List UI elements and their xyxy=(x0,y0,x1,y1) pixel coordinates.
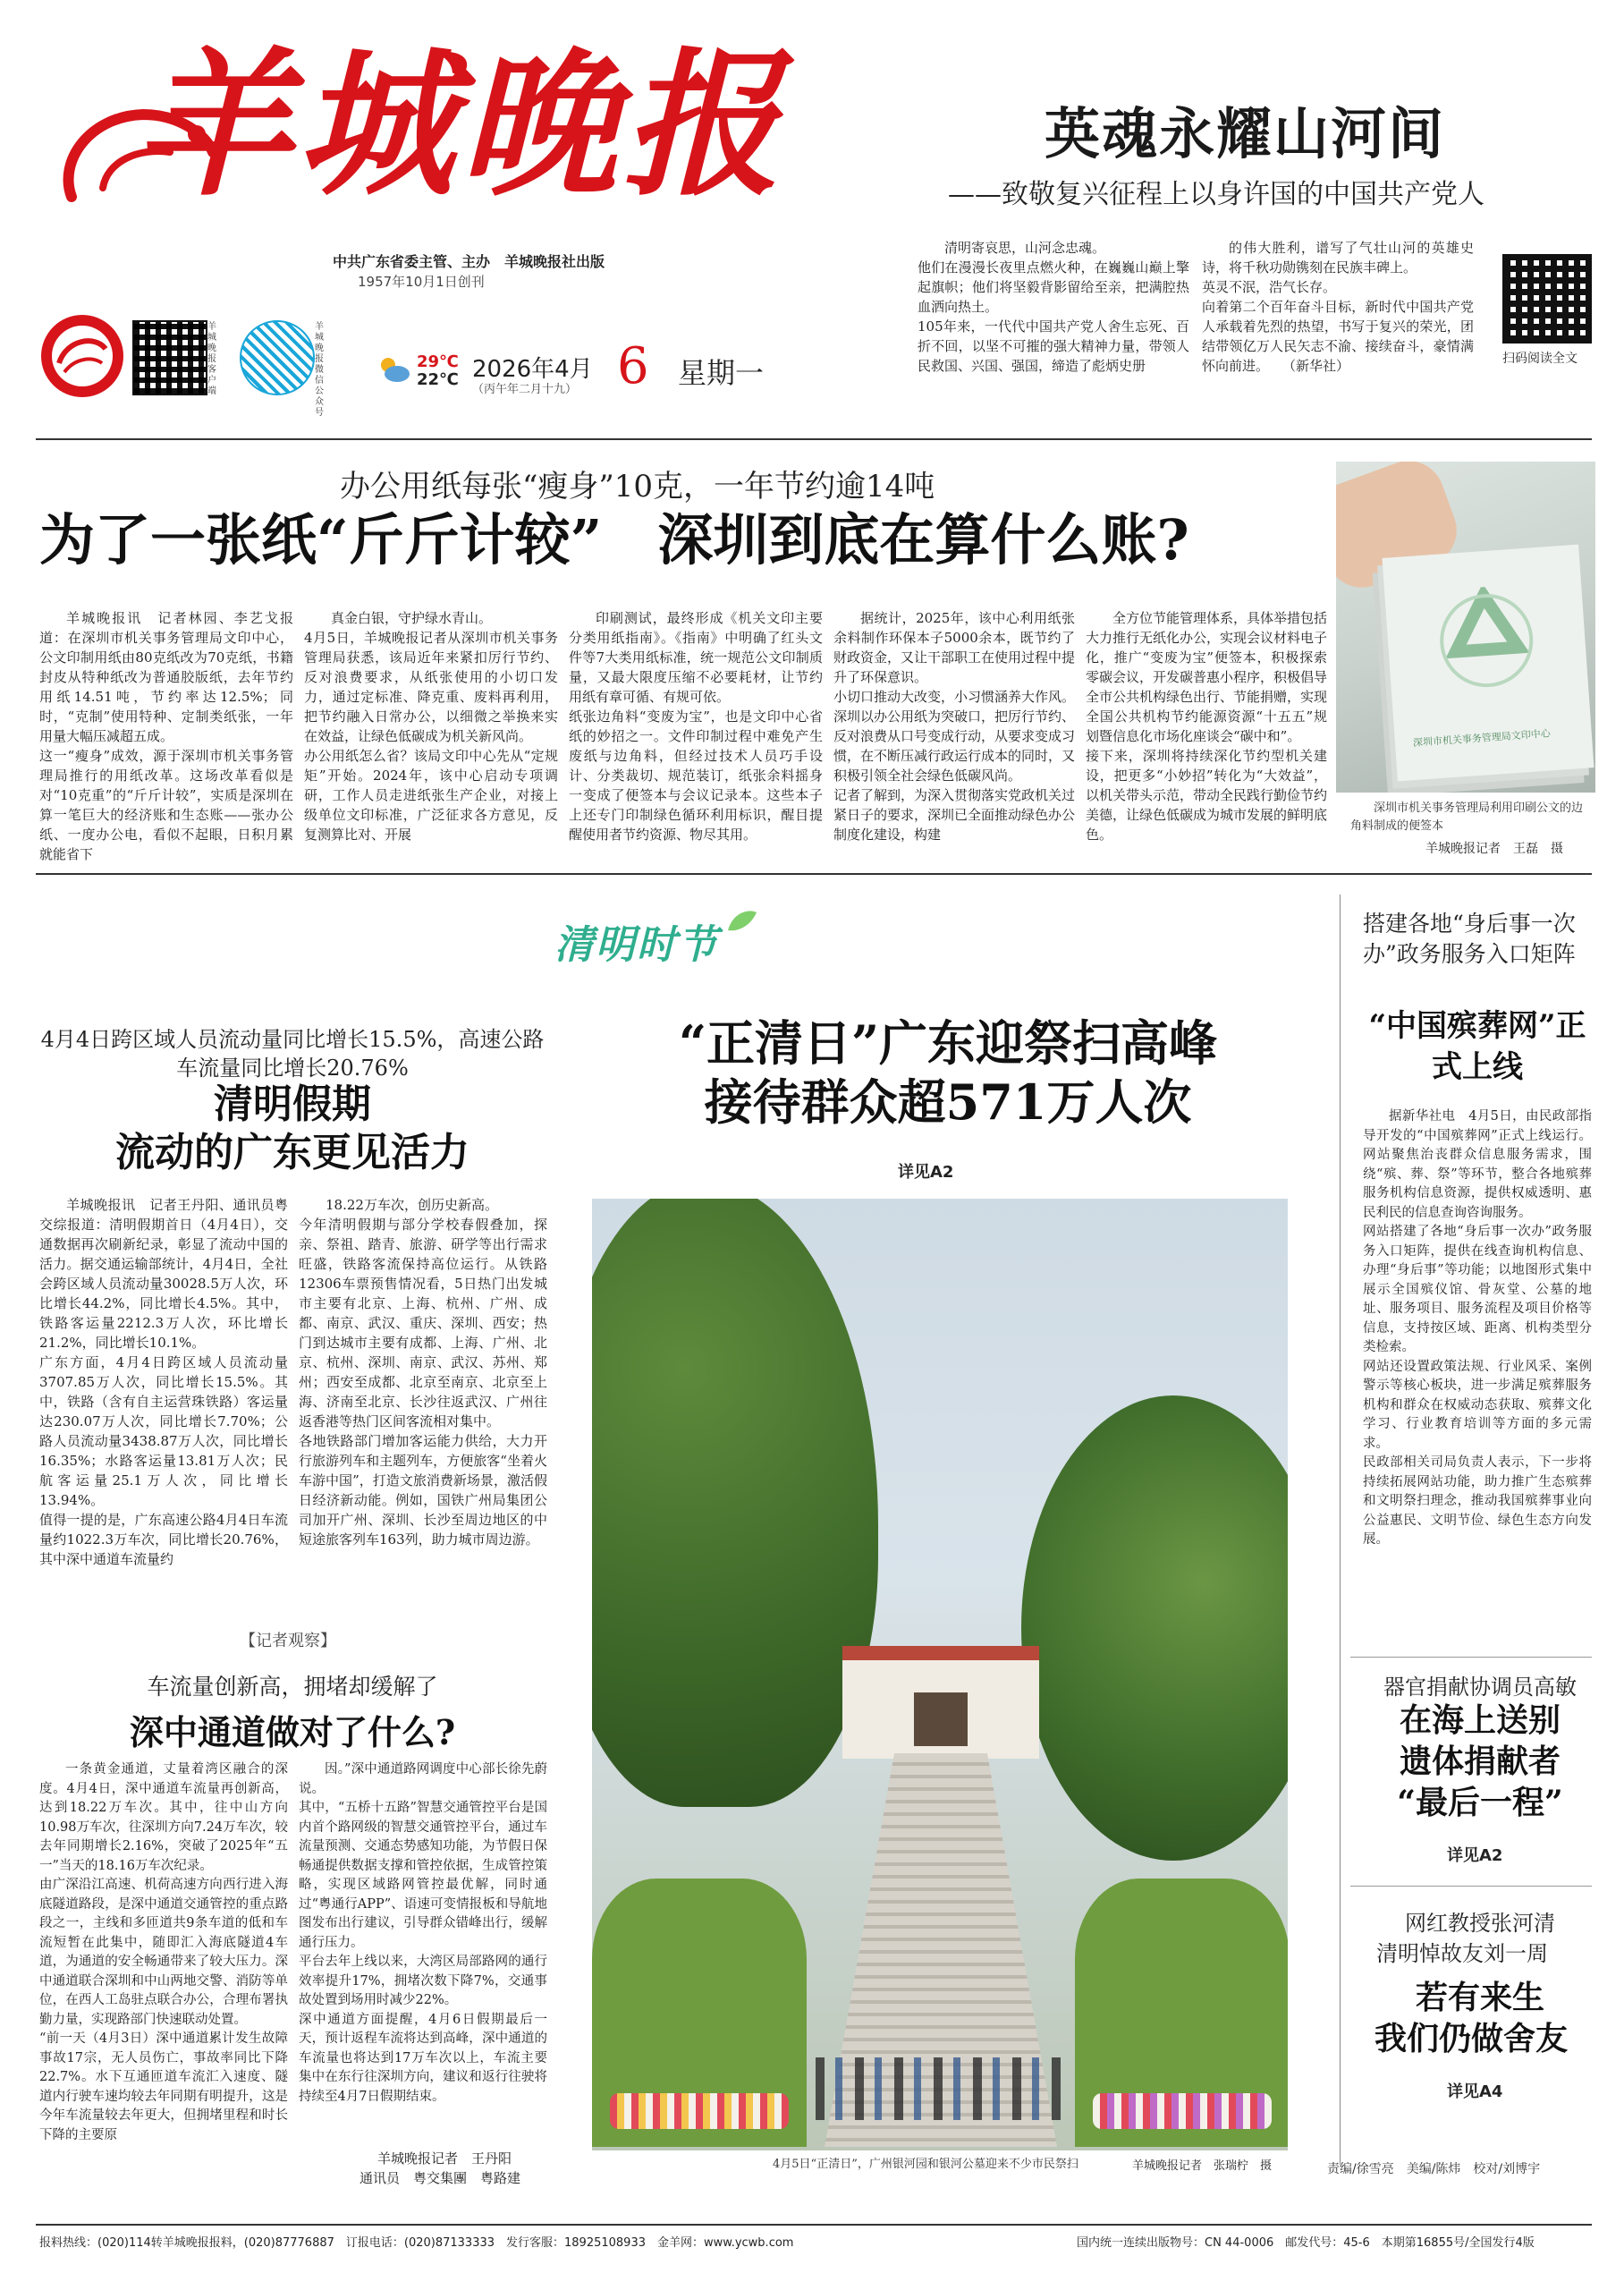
visitors-crowd xyxy=(816,2057,1066,2120)
center-headline-1: “正清日”广东迎祭扫高峰 xyxy=(678,1014,1218,1072)
right-divider-1 xyxy=(1350,1657,1592,1658)
traffic-kicker: 4月4日跨区域人员流动量同比增长15.5%，高速公路车流量同比增长20.76% xyxy=(40,1027,545,1081)
notebook-stack xyxy=(1383,545,1594,782)
founded-line: 1957年10月1日创刊 xyxy=(358,274,485,290)
footer-rule xyxy=(36,2224,1592,2226)
issue-date: 2026年4月 xyxy=(472,356,593,383)
shenzhen-col-3: 印刷测试，最终形成《机关文印主要分类用纸指南》。《指南》中明确了红头文件等7大类用纸标准，统一规范公文印制质量，又最大限度压缩不必要耗材，让节约用纸有章可循、有规可依。 纸张边角料“变废为宝”，也是文印中心省纸的妙招之一。文件印制过程中难免产生废纸与边角料，但经过技术人员巧手设计、分类裁切、规范装订，纸张余料摇身一变成了便签本与会议记录本。这些本子上还专门印制绿色循环利用标识，醒目提醒使用者节约资源、物尽其用。 xyxy=(569,610,823,843)
center-photo-caption: 4月5日“正清日”，广州银河园和银河公墓迎来不少市民祭扫 xyxy=(773,2158,1078,2171)
flowers-left xyxy=(610,2093,789,2129)
observer-credit-2: 通讯员 粤交集團 粤路建 xyxy=(359,2170,521,2186)
qr-label-client: 羊城晚报客户端 xyxy=(207,322,216,396)
top-story-qr-code[interactable] xyxy=(1502,254,1592,344)
tree-left xyxy=(592,1199,878,1807)
flowers-right xyxy=(1093,2093,1272,2129)
right2-headline-2: 遗体捐献者 xyxy=(1399,1743,1561,1780)
publisher-line: 中共广东省委主管、主办 羊城晚报社出版 xyxy=(333,253,605,270)
issue-lunar-date: （丙午年二月十九） xyxy=(472,383,578,396)
footer-publication-info: 国内统一连续出版物号：CN 44-0006 邮发代号：45-6 本期第16855号/全国发行4版 xyxy=(1077,2236,1535,2250)
right2-headline-1: 在海上送别 xyxy=(1399,1701,1561,1739)
masthead-divider xyxy=(36,438,1592,440)
right1-kicker: 搭建各地“身后事一次办”政务服务入口矩阵 xyxy=(1363,911,1576,967)
right1-body: 据新华社电 4月5日，由民政部指导开发的“中国殡葬网”正式上线运行。网站聚焦治丧群众信息服务需求，围绕“殡、葬、祭”等环节，整合各地殡葬服务机构信息资源，提供权威透明、惠民利民的信息查询咨询服务。 网站搭建了各地“身后事一次办”政务服务入口矩阵，提供在线查询机构信息、办理“身后事”等功能；以地图形式集中展示全国殡仪馆、骨灰堂、公墓的地址、服务项目、服务流程及项目价格等信息，支持按区域、距离、机构类型分类检索。 网站还设置政策法规、行业风采、案例警示等核心板块，进一步满足殡葬服务机构和群众在权威动态获取、殡葬文化学习、行业教育培训等方面的多元需求。 民政部相关司局负责人表示，下一步将持续拓展网站功能，助力推广生态殡葬和文明祭扫理念，推动我国殡葬事业向公益惠民、文明节俭、绿色生态方向发展。 xyxy=(1363,1109,1592,1547)
observer-col-1: 一条黄金通道，丈量着湾区融合的深度。4月4日，深中通道车流量再创新高，达到18.22万车次。其中，往中山方向10.98万车次，往深圳方向7.24万车次，较去年同期增长2.16%，突破了2025年“五一”当天的18.16万车次纪录。 由广深沿江高速、机荷高速方向西行进入海底隧道路段，是深中通道交通管控的重点路段之一，主线和多匝道共9条车道的低和车流短暂在此集中，随即汇入海底隧道4车道，为通道的安全畅通带来了较大压力。深中通道联合深圳和中山两地交警、消防等单位，在西人工岛驻点联合办公，合理布署执勤力量，实现路部门快速联动处置。 “前一天（4月3日）深中通道累计发生故障事故17宗，无人员伤亡，事故率同比下降22.7%。水下互通匝道车流汇入速度、隧道内行驶车速均较去年同期有明提升，这是今年车流量较去年更大，但拥堵里程和时长下降的主要原 xyxy=(39,1762,288,2142)
memorial-building xyxy=(842,1646,1039,1759)
weather-cloud-sun-icon xyxy=(376,352,411,388)
right1-headline: “中国殡葬网”正式上线 xyxy=(1368,1008,1586,1085)
issue-day: 6 xyxy=(617,337,649,395)
footer-contact: 报料热线：(020)114转羊城晚报报料，(020)87776887 订报电话：(020)87133333 发行客服：18925108933 金羊网：www.ycwb.com xyxy=(39,2236,794,2250)
right2-kicker: 器官捐献协调员高敏 xyxy=(1383,1675,1577,1700)
top-story-col-1: 清明寄哀思，山河念忠魂。 他们在漫漫长夜里点燃火种，在巍巍山巅上擎起旗帜；他们将坚毅背影留给至亲，把满腔热血洒向热土。 105年来，一代代中国共产党人舍生忘死、百折不回，以坚不可摧的强大精神力量，带领人民救国、兴国、强国，缔造了彪炳史册 xyxy=(918,240,1189,374)
qingming-section-logo: 清明时节 xyxy=(554,922,719,968)
anniversary-emblem-icon xyxy=(39,313,125,399)
right2-see-more[interactable]: 详见A2 xyxy=(1447,1846,1503,1865)
shenzhen-kicker: 办公用纸每张“瘦身”10克，一年节约逾14吨 xyxy=(340,469,935,505)
notebook-label: 深圳市机关事务管理局文印中心 xyxy=(1412,727,1552,750)
qingming-leaf-icon xyxy=(724,907,760,934)
right3-headline-1: 若有来生 xyxy=(1415,1979,1544,2016)
logo-text: 羊城晚报 xyxy=(134,32,786,217)
observer-credit-1: 羊城晚报记者 王丹阳 xyxy=(377,2150,512,2167)
top-story-title: 英魂永耀山河间 xyxy=(1045,101,1446,166)
shenzhen-photo-credit: 羊城晚报记者 王磊 摄 xyxy=(1425,842,1563,856)
recycle-logo-icon xyxy=(1429,583,1544,698)
right-column-divider xyxy=(1340,895,1341,2165)
right3-see-more[interactable]: 详见A4 xyxy=(1447,2082,1503,2101)
issue-weekday: 星期一 xyxy=(678,356,765,390)
right3-kicker-1: 网红教授张河清 xyxy=(1405,1911,1555,1936)
top-story-col-2: 的伟大胜利，谱写了气壮山河的英雄史诗，将千秋功勋镌刻在民族丰碑上。 英灵不泯，浩气长存。 向着第二个百年奋斗目标，新时代中国共产党人承载着先烈的热望，书写于复兴的荣光，团结带领亿万人民矢志不渝、接续奋斗，豪情满怀向前进。 （新华社） xyxy=(1202,240,1474,374)
temp-high: 29℃ xyxy=(417,352,459,371)
cemetery-photo xyxy=(592,1199,1288,2150)
traffic-col-2: 18.22万车次，创历史新高。 今年清明假期与部分学校春假叠加，探亲、祭祖、踏青、旅游、研学等出行需求旺盛，铁路客流保持高位运行。从铁路12306车票预售情况看，5日热门出发城市主要有北京、上海、杭州、广州、成都、南京、武汉、重庆、深圳、西安；热门到达城市主要有成都、上海、广州、北京、杭州、深圳、南京、武汉、苏州、郑州；西安至成都、北京至南京、北京至上海、济南至北京、长沙往返武汉、广州往返香港等热门区间客流相对集中。 各地铁路部门增加客运能力供给，大力开行旅游列车和主题列车，方便旅客“坐着火车游中国”，打造文旅消费新场景，激活假日经济新动能。例如，国铁广州局集团公司加开广州、深圳、长沙至周边地区的中短途旅客列车163列，助力城市周边游。 xyxy=(299,1197,547,1548)
observer-headline: 深中通道做对了什么? xyxy=(129,1712,456,1752)
shenzhen-divider xyxy=(36,873,1592,875)
shenzhen-notebook-photo xyxy=(1336,462,1595,793)
shenzhen-headline: 为了一张纸“斤斤计较” 深圳到底在算什么账? xyxy=(39,507,1189,572)
center-photo-credit: 羊城晚报记者 张瑞柠 摄 xyxy=(1132,2159,1273,2173)
shenzhen-col-1: 羊城晚报讯 记者林园、李艺戈报道：在深圳市机关事务管理局文印中心，公文印制用纸由80克纸改为70克纸，书籍封皮从特种纸改为普通胶版纸，去年节约用纸14.51吨，节约率达12.5%；同时，“克制”使用特种、定制类纸张，一年用量大幅压减超五成。 这一“瘦身”成效，源于深圳市机关事务管理局推行的用纸改革。这场改革看似是对“10克重”的“斤斤计较”，实质是深圳在算一笔巨大的经济账和生态账——张办公纸、一度办公电，看似不起眼，日积月累就能省下 xyxy=(39,610,293,862)
center-see-more[interactable]: 详见A2 xyxy=(898,1163,954,1182)
observer-col-2: 因。”深中通道路网调度中心部长徐先蔚说。 其中，“五桥十五路”智慧交通管控平台是国内首个路网级的智慧交通管控平台，通过车流量预测、交通态势感知功能，为节假日保畅通提供数据支撑和管控依据，生成管控策略，实现区域路网管控最优解，同时通过“粤通行APP”、语速可变情报板和导航地图发布出行建议，引导群众错峰出行，缓解通行压力。 平台去年上线以来，大湾区局部路网的通行效率提升17%，拥堵次数下降7%，交通事故处置到场用时减少22%。 深中通道方面提醒，4月6日假期最后一天，预计返程车流将达到高峰，深中通道的车流量也将达到17万车次以上，车流主要集中在东行往深圳方向，建议和返行往驶将持续至4月7日假期结束。 xyxy=(299,1762,547,2104)
traffic-col-1: 羊城晚报讯 记者王丹阳、通讯员粤交综报道：清明假期首日（4月4日），交通数据再次刷新纪录，彰显了流动中国的活力。据交通运输部统计，4月4日，全社会跨区域人员流动量30028.5万人次，环比增长44.2%，同比增长4.5%。其中，铁路客运量2212.3万人次，环比增长21.2%，同比增长10.1%。 广东方面，4月4日跨区域人员流动量3707.85万人次，同比增长15.5%。其中，铁路（含有自主运营珠铁路）客运量达230.07万人次，同比增长7.70%；公路人员流动量3438.87万人次，同比增长16.35%；水路客运量13.81万人次；民航客运量25.1万人次，同比增长13.94%。 值得一提的是，广东高速公路4月4日车流量约1022.3万车次，同比增长20.76%，其中深中通道车流量约 xyxy=(39,1197,288,1567)
traffic-headline-1: 清明假期 xyxy=(214,1081,371,1127)
top-story-subtitle: ——致敬复兴征程上以身许国的中国共产党人 xyxy=(948,179,1484,210)
qr-code-client[interactable] xyxy=(132,320,207,395)
traffic-headline-2: 流动的广东更见活力 xyxy=(115,1130,469,1175)
right3-headline-2: 我们仍做舍友 xyxy=(1374,2020,1568,2057)
tree-right xyxy=(1021,1395,1288,1861)
right2-headline-3: “最后一程” xyxy=(1397,1784,1563,1821)
shenzhen-photo-caption: 深圳市机关事务管理局利用印刷公文的边角料制成的便签本 xyxy=(1350,802,1584,833)
qr-code-wechat[interactable] xyxy=(240,320,315,395)
observer-kicker: 车流量创新高，拥堵却缓解了 xyxy=(147,1674,438,1700)
shenzhen-col-5: 全方位节能管理体系，具体举措包括大力推行无纸化办公，实现会议材料电子化，推广“变废为宝”便签本，积极探索零碳会议，开发碳普惠小程序，积极倡导全市公共机构绿色出行、节能捐赠，实现全国公共机构节约能源资源“十五五”规划暨信息化市场化座谈会“碳中和”。 接下来，深圳将持续深化节约型机关建设，把更多“小妙招”转化为“大效益”，以机关带头示范，带动全民践行勤俭节约美德，让绿色低碳成为城市发展的鲜明底色。 xyxy=(1086,610,1328,843)
observer-tag: 【记者观察】 xyxy=(240,1632,336,1650)
center-headline-2: 接待群众超571万人次 xyxy=(704,1073,1192,1131)
right-divider-2 xyxy=(1350,1886,1592,1887)
top-story-qr-label: 扫码阅读全文 xyxy=(1502,352,1577,366)
qr-label-wechat: 羊城晚报微信公众号 xyxy=(315,322,324,418)
temp-low: 22℃ xyxy=(417,370,459,389)
shenzhen-col-4: 据统计，2025年，该中心利用纸张余料制作环保本子5000余本，既节约了财政资金，又让干部职工在使用过程中提升了环保意识。 小切口推动大改变，小习惯涵养大作风。深圳以办公用纸为突破口，把厉行节约、反对浪费从口号变成行动，从要求变成习惯，在不断压减行政运行成本的同时，又积极引领全社会绿色低碳风尚。 记者了解到，为深入贯彻落实党政机关过紧日子的要求，深圳已全面推动绿色办公制度化建设，构建 xyxy=(833,610,1076,843)
right3-kicker-2: 清明悼故友刘一周 xyxy=(1376,1941,1548,1966)
shenzhen-col-2: 真金白银，守护绿水青山。 4月5日，羊城晚报记者从深圳市机关事务管理局获悉，该局近年来紧扣厉行节约、反对浪费要求，从纸张使用的小切口发力，通过定标准、降克重、废料再利用，把节约融入日常办公，以细微之举换来实在效益，让绿色低碳成为机关新风尚。 办公用纸怎么省？该局文印中心先从“定规矩”开始。2024年，该中心启动专项调研，工作人员走进纸张生产企业，对接上级单位文印标准，广泛征求各方意见，反复测算比对、开展 xyxy=(304,610,558,843)
editors-line: 责编/徐雪亮 美编/陈炜 校对/刘博宇 xyxy=(1327,2162,1541,2176)
